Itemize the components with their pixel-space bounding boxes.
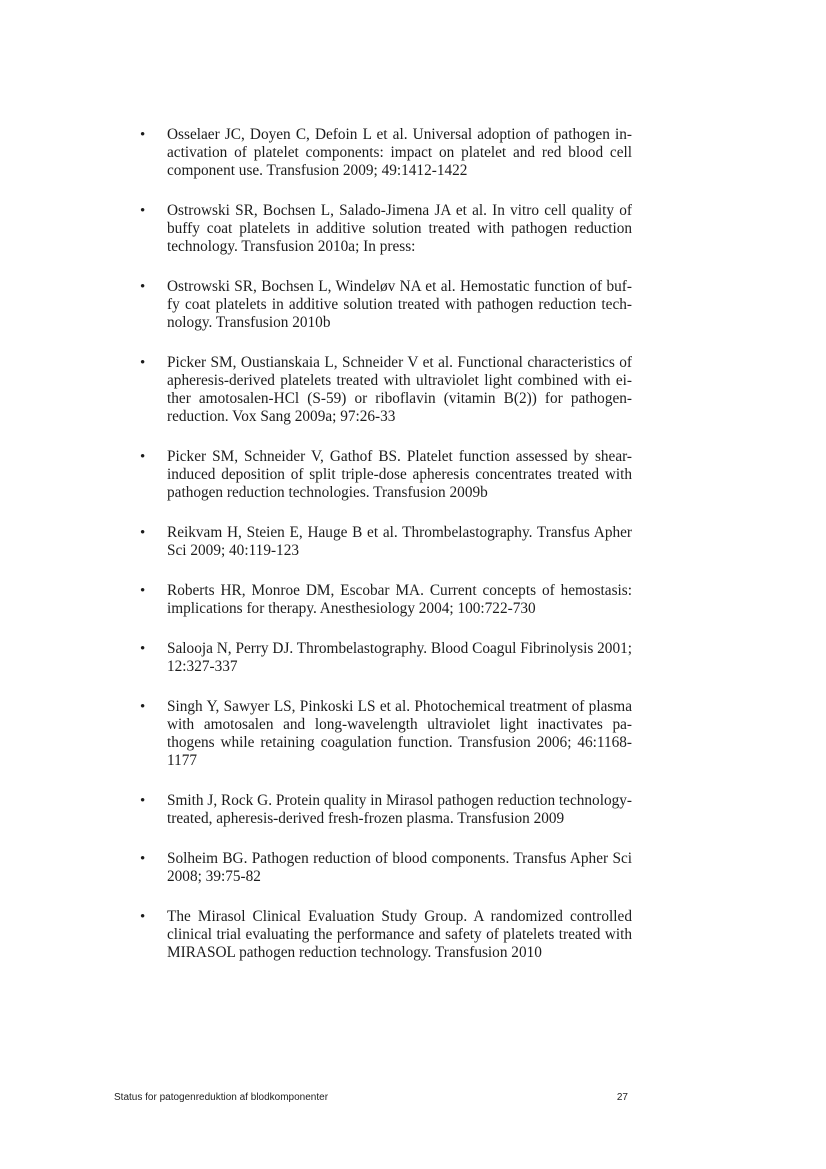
reference-item [138,908,632,962]
reference-text: Osselaer JC, Doyen C, Defoin L et al. Universal adoption of pathogen inactivation of platelet components: impact on platelet and red blood cell component use. Transfusion 2009; 49:1412-1422 [167,126,632,179]
reference-item [138,698,632,770]
bullet-icon: • [140,851,146,867]
reference-item [138,850,632,886]
bullet-icon: • [140,127,146,143]
bullet-icon: • [140,279,146,295]
reference-text: Salooja N, Perry DJ. Thrombelastography. Blood Coagul Fibrinolysis 2001; 12:327-337 [167,640,632,675]
reference-text: Roberts HR, Monroe DM, Escobar MA. Current concepts of hemostasis: implications for therapy. Anesthesiology 2004; 100:722-730 [167,582,632,617]
reference-text: Solheim BG. Pathogen reduction of blood components. Transfus Apher Sci 2008; 39:75-82 [167,850,632,885]
reference-text: Picker SM, Oustianskaia L, Schneider V et al. Functional characteristics of apheresis-derived platelets treated with ultraviolet light combined with either amotosalen-HCl (S-59) or riboflavin (vitamin B(2)) for pathogen-reduction. Vox Sang 2009a; 97:26-33 [167,354,632,425]
bullet-icon: • [140,203,146,219]
reference-item [138,640,632,676]
reference-item [138,202,632,256]
reference-text: Ostrowski SR, Bochsen L, Windeløv NA et al. Hemostatic function of buffy coat platelets in additive solution treated with pathogen reduction technology. Transfusion 2010b [167,278,632,331]
bullet-icon: • [140,699,146,715]
reference-item [138,792,632,828]
reference-item [138,126,632,180]
reference-text: Picker SM, Schneider V, Gathof BS. Platelet function assessed by shear-induced deposition of split triple-dose apheresis concentrates treated with pathogen reduction technologies. Transfusion 2009b [167,448,632,501]
bullet-icon: • [140,449,146,465]
bullet-icon: • [140,525,146,541]
reference-item [138,582,632,618]
reference-text: Reikvam H, Steien E, Hauge B et al. Thrombelastography. Transfus Apher Sci 2009; 40:119-123 [167,524,632,559]
footer-title: Status for patogenreduktion af blodkomponenter [114,1092,329,1103]
reference-text: Ostrowski SR, Bochsen L, Salado-Jimena JA et al. In vitro cell quality of buffy coat platelets in additive solution treated with pathogen reduction technology. Transfusion 2010a; In press: [167,202,632,255]
bullet-icon: • [140,641,146,657]
reference-text: The Mirasol Clinical Evaluation Study Group. A randomized controlled clinical trial evaluating the performance and safety of platelets treated with MIRASOL pathogen reduction technology. Transfusion 2010 [167,908,632,961]
reference-text: Smith J, Rock G. Protein quality in Mirasol pathogen reduction technology-treated, apheresis-derived fresh-frozen plasma. Transfusion 2009 [167,792,632,827]
reference-text: Singh Y, Sawyer LS, Pinkoski LS et al. Photochemical treatment of plasma with amotosalen and long-wavelength ultraviolet light inactivates pathogens while retaining coagulation function. Transfusion 2006; 46:1168-1177 [167,698,632,769]
bullet-icon: • [140,909,146,925]
reference-list [138,126,632,984]
bullet-icon: • [140,583,146,599]
reference-item [138,448,632,502]
bullet-icon: • [140,793,146,809]
reference-item [138,524,632,560]
reference-item [138,278,632,332]
bullet-icon: • [140,355,146,371]
page-number: 27 [616,1092,628,1103]
reference-item [138,354,632,426]
